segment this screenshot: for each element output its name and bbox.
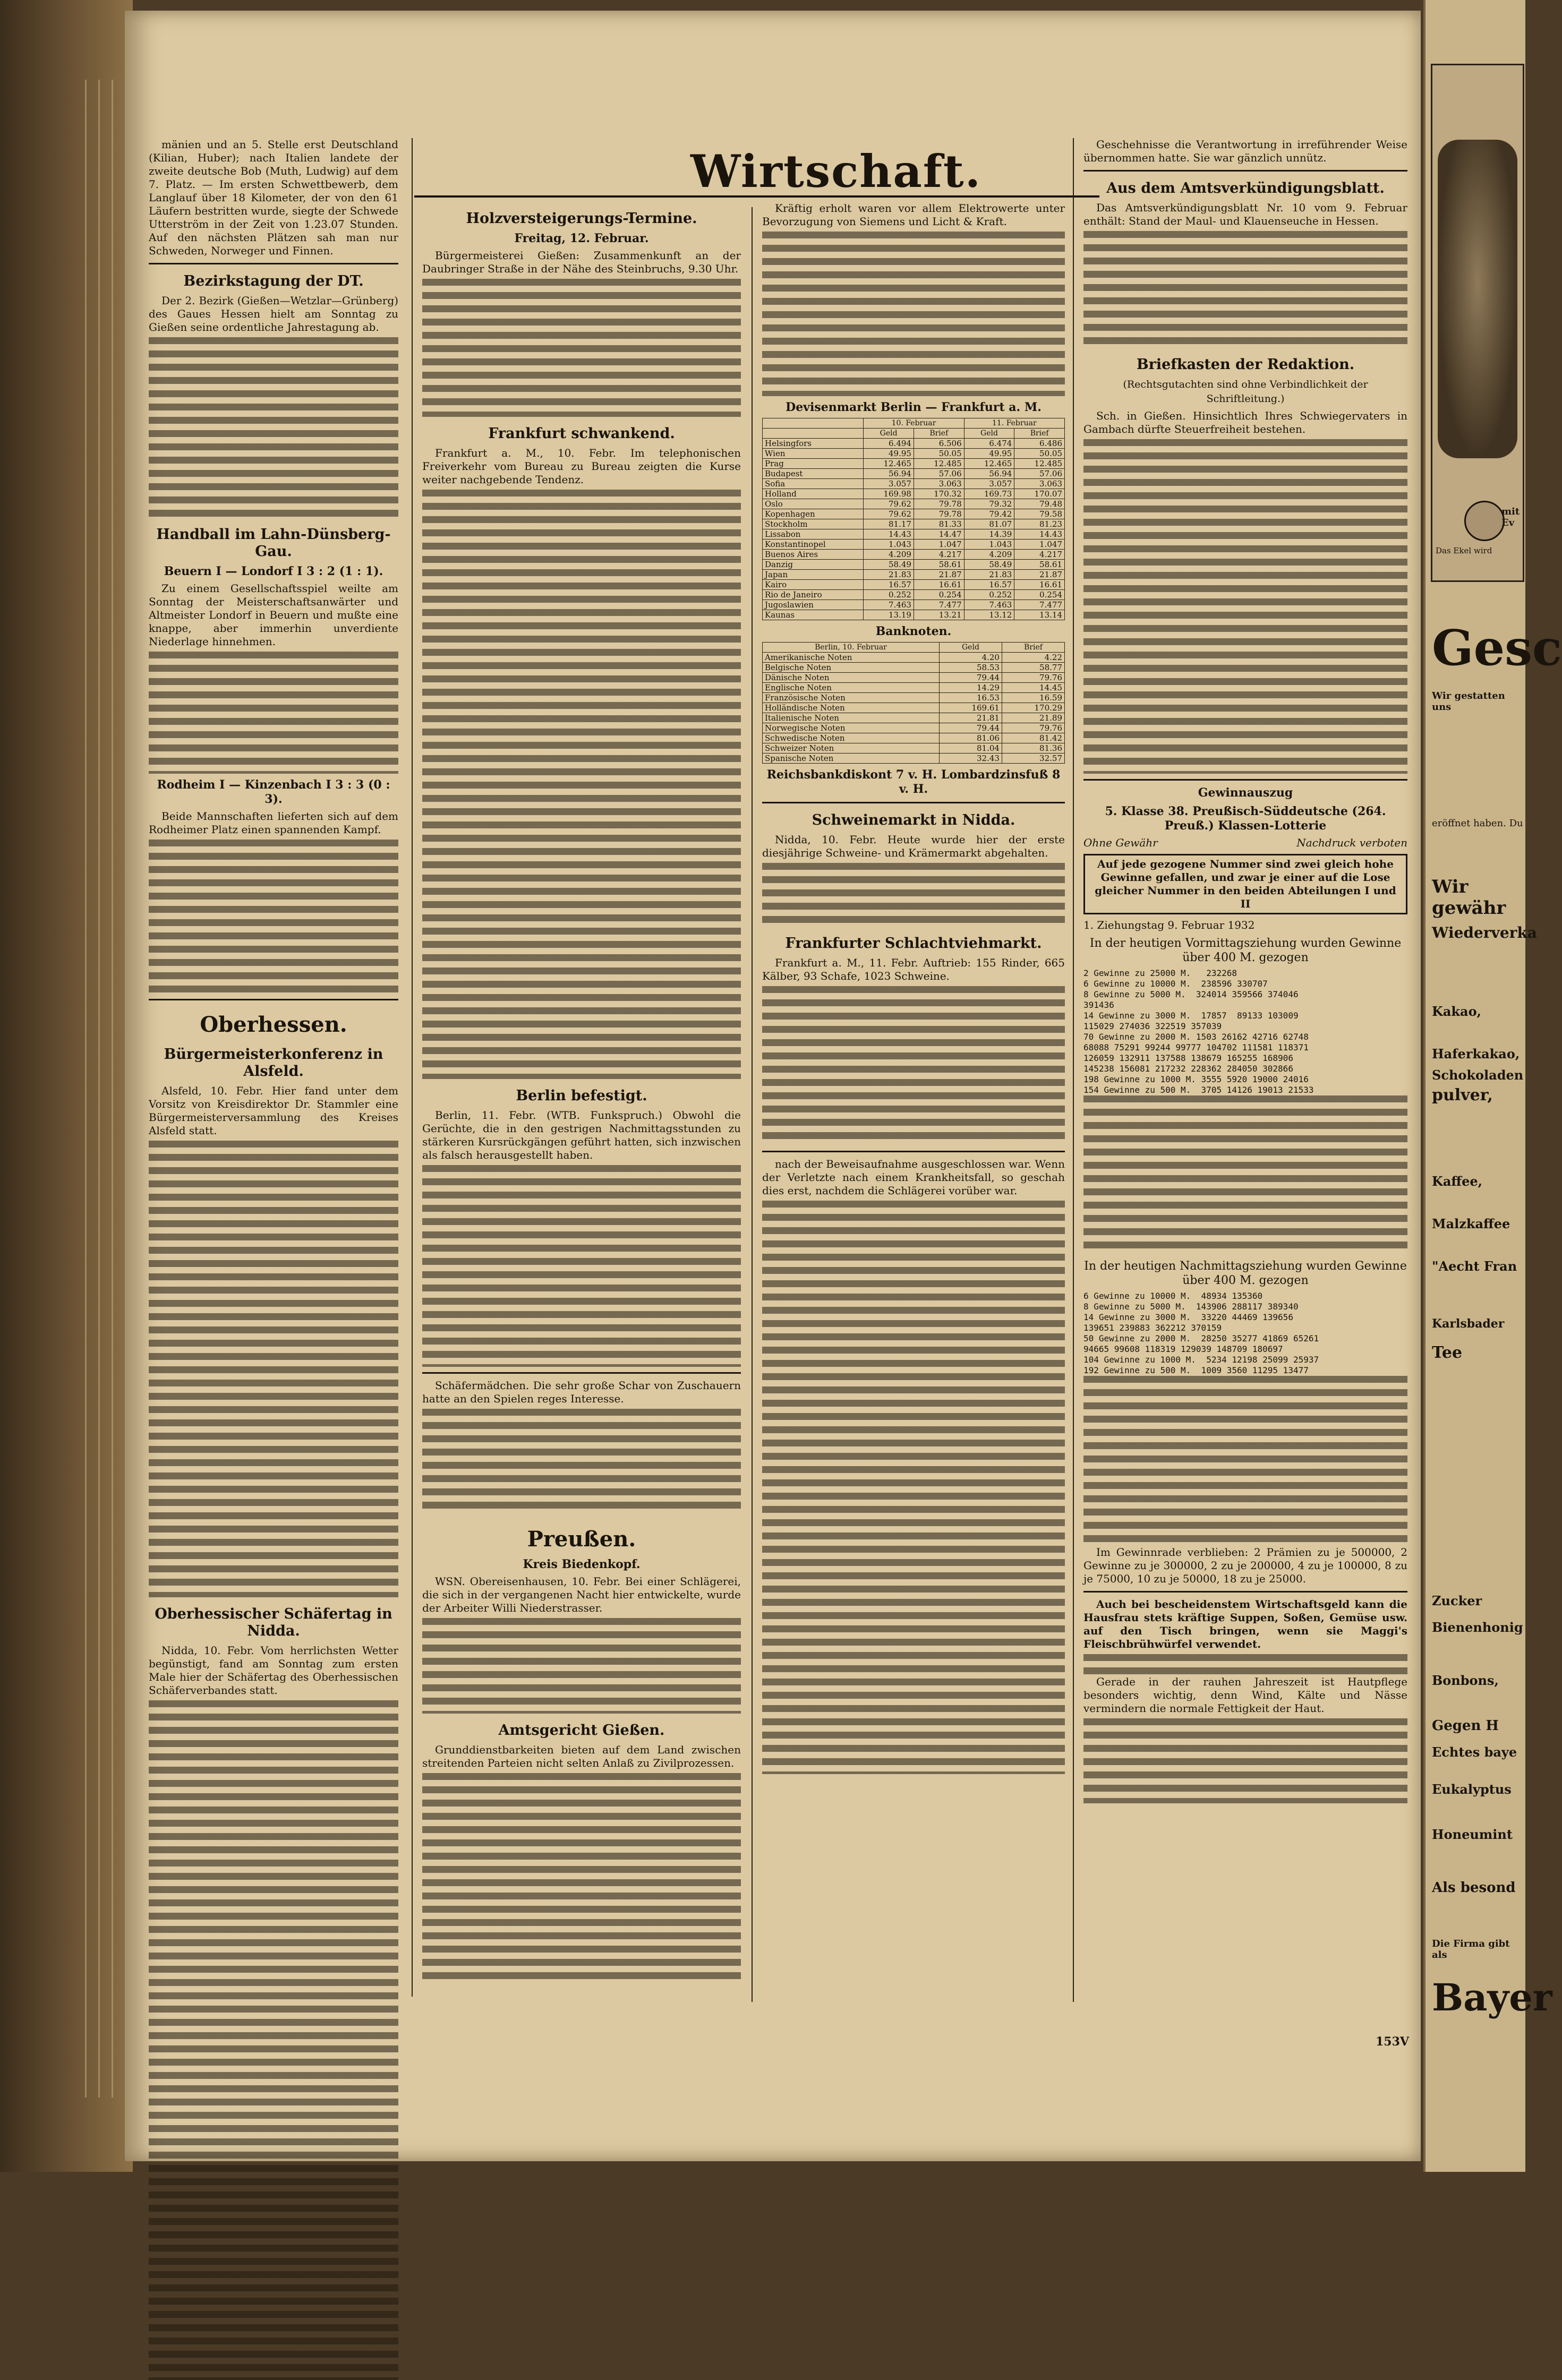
page-edge <box>112 80 113 2098</box>
headline: Bezirkstagung der DT. <box>183 273 364 289</box>
rate-value: 32.57 <box>1002 754 1064 764</box>
lottery-meta <box>1083 836 1407 850</box>
rate-value: 79.78 <box>914 509 964 519</box>
table-row <box>763 550 1065 560</box>
product-name: Kakao, <box>1432 1004 1481 1019</box>
table-row <box>763 509 1065 519</box>
rate-value: 57.06 <box>914 469 964 479</box>
headline: Frankfurt schwankend. <box>488 425 675 442</box>
table-header: Berlin, 10. Februar <box>763 643 940 653</box>
headline: Holzversteigerungs-Termine. <box>466 210 697 227</box>
currency-name: Japan <box>763 570 864 580</box>
currency-name: Amerikanische Noten <box>763 653 940 663</box>
devisen-rows <box>763 439 1065 620</box>
rate-value: 81.04 <box>939 743 1002 754</box>
product-name: Gegen H <box>1432 1718 1499 1734</box>
article-text: Bürgermeisterei Gießen: Zusammenkunft an der Daubringer Straße in der Nähe des Steinbruchs, 9.30 Uhr. <box>422 249 741 275</box>
table-row <box>763 723 1065 733</box>
advert-text: Auch bei bescheidenstem Wirtschaftsgeld kann die Hausfrau stets kräftige Suppen, Soßen, Gemüse usw. auf den Tisch bringen, wenn sie Maggi's Fleischbrühwürfel verwendet. <box>1083 1598 1407 1650</box>
article-text: Alsfeld, 10. Febr. Hier fand unter dem Vorsitz von Kreisdirektor Dr. Stammler eine Bürgermeisterversammlung des Kreises Alsfeld statt. <box>149 1084 398 1137</box>
article-text: Schäfermädchen. Die sehr große Schar von Zuschauern hatte an den Spielen reges Interesse. <box>422 1379 741 1405</box>
devisen-table <box>762 418 1065 620</box>
currency-name: Spanische Noten <box>763 754 940 764</box>
rate-value: 13.19 <box>864 610 914 620</box>
article-body <box>1083 231 1407 348</box>
rate-value: 170.07 <box>1014 489 1065 499</box>
rate-value: 79.32 <box>964 499 1014 509</box>
article-text: Beide Mannschaften lieferten sich auf dem Rodheimer Platz einen spannenden Kampf. <box>149 810 398 836</box>
currency-name: Stockholm <box>763 519 864 529</box>
rate-value: 6.486 <box>1014 439 1065 449</box>
rate-value: 170.29 <box>1002 703 1064 713</box>
rate-value: 6.506 <box>914 439 964 449</box>
rate-value: 12.465 <box>864 459 914 469</box>
rate-value: 21.89 <box>1002 713 1064 723</box>
rate-value: 79.76 <box>1002 723 1064 733</box>
center-column <box>762 202 1065 1774</box>
table-row <box>763 570 1065 580</box>
rate-value: 4.20 <box>939 653 1002 663</box>
rate-value: 49.95 <box>964 449 1014 459</box>
table-row <box>763 673 1065 683</box>
brand-logo: Bayer <box>1432 1975 1552 2019</box>
rate-value: 7.477 <box>914 600 964 610</box>
ad-text: mit Ev <box>1501 506 1520 528</box>
rate-value: 7.477 <box>1014 600 1065 610</box>
rate-value: 57.06 <box>1014 469 1065 479</box>
copyright: Nachdruck verboten <box>1296 836 1407 849</box>
rate-value: 79.44 <box>939 673 1002 683</box>
product-name: Malzkaffee <box>1432 1216 1510 1231</box>
divider <box>762 802 1065 803</box>
currency-name: Kopenhagen <box>763 509 864 519</box>
divider <box>149 263 398 264</box>
rate-value: 58.49 <box>864 560 914 570</box>
product-name: Haferkakao, <box>1432 1046 1520 1061</box>
rate-value: 49.95 <box>864 449 914 459</box>
rate-value: 14.45 <box>1002 683 1064 693</box>
page-number: 153V <box>1376 2035 1409 2049</box>
article-body <box>1083 1718 1407 1803</box>
advert-text: Gerade in der rauhen Jahreszeit ist Hautpflege besonders wichtig, denn Wind, Kälte und Nässe vermindern die normale Fettigkeit der Haut. <box>1083 1675 1407 1715</box>
table-row <box>763 663 1065 673</box>
subheadline: 5. Klasse 38. Preußisch-Süddeutsche (264. Preuß.) Klassen-Lotterie <box>1105 804 1386 833</box>
middle-column <box>422 202 741 1985</box>
table-header: 10. Februar <box>864 418 964 429</box>
divider <box>762 1151 1065 1152</box>
badge-icon <box>1464 501 1505 541</box>
article-text: Zu einem Gesellschaftsspiel weilte am Sonntag der Meisterschaftsanwärter und Altmeister Londorf in Beuern und mußte eine knappe, aber immerhin unverdiente Niederlage hinnehmen. <box>149 582 398 648</box>
rate-value: 14.39 <box>964 529 1014 540</box>
table-header: Brief <box>1002 643 1064 653</box>
ad-headline: Wiederverka <box>1432 924 1537 941</box>
rate-value: 3.057 <box>964 479 1014 489</box>
rate-value: 79.62 <box>864 499 914 509</box>
product-name: Honeumint <box>1432 1827 1513 1842</box>
table-row <box>763 449 1065 459</box>
product-name: Bienenhonig <box>1432 1620 1523 1635</box>
rate-value: 16.57 <box>864 580 914 590</box>
article-body <box>422 490 741 1079</box>
currency-name: Italienische Noten <box>763 713 940 723</box>
section-heading: Preußen. <box>527 1527 636 1552</box>
rate-value: 79.44 <box>939 723 1002 733</box>
headline: Oberhessischer Schäfertag in Nidda. <box>155 1606 392 1639</box>
table-row <box>763 489 1065 499</box>
rate-value: 56.94 <box>964 469 1014 479</box>
table-row <box>763 743 1065 754</box>
table-header <box>763 418 864 429</box>
currency-name: Englische Noten <box>763 683 940 693</box>
page-edge <box>85 80 87 2098</box>
article-text: Berlin, 11. Febr. (WTB. Funkspruch.) Obwohl die Gerüchte, die in den gestrigen Nachmittagsstunden zu stärkeren Kursrückgängen geführt hatten, sich inzwischen als falsch herausgestellt haben. <box>422 1109 741 1161</box>
ad-headline: Gesc <box>1432 619 1562 677</box>
rate-value: 21.87 <box>914 570 964 580</box>
rate-value: 79.48 <box>1014 499 1065 509</box>
rate-value: 3.057 <box>864 479 914 489</box>
table-row <box>763 529 1065 540</box>
rate-value: 13.14 <box>1014 610 1065 620</box>
rate-value: 21.83 <box>864 570 914 580</box>
rate-value: 21.81 <box>939 713 1002 723</box>
ad-headline: Als besond <box>1432 1880 1516 1896</box>
article-body <box>762 1201 1065 1774</box>
table-header <box>763 429 864 439</box>
product-name: "Aecht Fran <box>1432 1259 1517 1274</box>
article-body <box>762 232 1065 396</box>
rate-value: 1.043 <box>964 540 1014 550</box>
rate-value: 14.43 <box>1014 529 1065 540</box>
rate-value: 3.063 <box>914 479 964 489</box>
rate-value: 6.494 <box>864 439 914 449</box>
section-masthead: Wirtschaft. <box>690 145 981 198</box>
column-divider <box>752 207 753 2002</box>
currency-name: Kaunas <box>763 610 864 620</box>
product-name: Eukalyptus <box>1432 1782 1512 1797</box>
table-row <box>763 439 1065 449</box>
lottery-notice: Auf jede gezogene Nummer sind zwei gleich hohe Gewinne gefallen, und zwar je einer auf die Lose gleicher Nummer in den beiden Abteilungen I und II <box>1083 854 1407 914</box>
rate-value: 0.254 <box>1014 590 1065 600</box>
rate-value: 169.61 <box>939 703 1002 713</box>
article-body <box>422 1773 741 1985</box>
rate-value: 81.36 <box>1002 743 1064 754</box>
headline: Banknoten. <box>875 624 952 638</box>
table-row <box>763 580 1065 590</box>
rate-value: 16.59 <box>1002 693 1064 703</box>
article-text: Nidda, 10. Febr. Vom herrlichsten Wetter begünstigt, fand am Sonntag zum ersten Male hier der Schäfertag des Oberhessischen Schäferverbandes statt. <box>149 1644 398 1697</box>
rate-value: 6.474 <box>964 439 1014 449</box>
table-row <box>763 479 1065 489</box>
headline: Frankfurter Schlachtviehmarkt. <box>785 935 1042 952</box>
portrait-image <box>1438 140 1517 458</box>
table-row <box>763 600 1065 610</box>
rate-value: 0.252 <box>864 590 914 600</box>
rate-value: 13.12 <box>964 610 1014 620</box>
currency-name: Lissabon <box>763 529 864 540</box>
rate-value: 4.209 <box>964 550 1014 560</box>
headline: Bürgermeisterkonferenz in Alsfeld. <box>164 1046 383 1080</box>
product-name: Schokoladen <box>1432 1067 1524 1083</box>
page-edge <box>98 80 100 2098</box>
article-body <box>762 986 1065 1145</box>
rate-value: 4.217 <box>1014 550 1065 560</box>
rate-value: 32.43 <box>939 754 1002 764</box>
subheadline: In der heutigen Nachmittagsziehung wurden Gewinne über 400 M. gezogen <box>1084 1260 1407 1287</box>
subheadline: Kreis Biedenkopf. <box>523 1557 641 1571</box>
table-header: Geld <box>939 643 1002 653</box>
currency-name: Norwegische Noten <box>763 723 940 733</box>
table-row <box>763 693 1065 703</box>
article-text: Im Gewinnrade verblieben: 2 Prämien zu je 500000, 2 Gewinne zu je 300000, 2 zu je 200000, 4 zu je 100000, 8 zu je 75000, 10 zu je 50000, 18 zu je 25000. <box>1083 1546 1407 1585</box>
disclaimer: Ohne Gewähr <box>1083 836 1158 849</box>
currency-name: Holländische Noten <box>763 703 940 713</box>
article-body <box>149 1700 398 2380</box>
rate-value: 12.465 <box>964 459 1014 469</box>
rate-value: 81.07 <box>964 519 1014 529</box>
rate-value: 21.87 <box>1014 570 1065 580</box>
rate-value: 14.47 <box>914 529 964 540</box>
article-text: mänien und an 5. Stelle erst Deutschland (Kilian, Huber); nach Italien landete der zweite deutsche Bob (Muth, Ludwig) auf dem 7. Platz. — Im ersten Schwettbewerb, dem Langlauf über 18 Kilometer, der von den 61 Läufern bestritten wurde, siegte der Schwede Utterström in der Zeit von 1.23.07 Stunden. Auf den nächsten Plätzen sah man nur Schweden, Norweger und Finnen. <box>149 138 398 257</box>
ad-text: Wir gestatten uns <box>1432 690 1505 713</box>
ad-text: Die Firma gibt als <box>1432 1938 1510 1960</box>
rate-value: 58.53 <box>939 663 1002 673</box>
rate-value: 16.61 <box>914 580 964 590</box>
rate-value: 14.29 <box>939 683 1002 693</box>
headline: Amtsgericht Gießen. <box>498 1722 665 1739</box>
currency-name: Helsingfors <box>763 439 864 449</box>
currency-name: Rio de Janeiro <box>763 590 864 600</box>
table-row <box>763 733 1065 743</box>
table-header: Geld <box>864 429 914 439</box>
article-body <box>422 1165 741 1367</box>
rate-value: 58.77 <box>1002 663 1064 673</box>
lottery-numbers-more <box>1083 1376 1407 1546</box>
table-row <box>763 610 1065 620</box>
masthead-rule <box>414 195 1099 198</box>
rate-value: 7.463 <box>864 600 914 610</box>
rate-value: 81.06 <box>939 733 1002 743</box>
rate-value: 79.58 <box>1014 509 1065 519</box>
right-column <box>1083 138 1407 1803</box>
rate-value: 16.53 <box>939 693 1002 703</box>
table-row <box>763 653 1065 663</box>
match-result: Rodheim I — Kinzenbach I 3 : 3 (0 : 3). <box>157 778 390 806</box>
table-row <box>763 540 1065 550</box>
headline: Briefkasten der Redaktion. <box>1136 356 1355 373</box>
subheadline: In der heutigen Vormittagsziehung wurden Gewinne über 400 M. gezogen <box>1089 937 1402 964</box>
divider <box>1083 170 1407 172</box>
currency-name: Budapest <box>763 469 864 479</box>
left-column <box>149 138 398 2380</box>
article-text: Kräftig erholt waren vor allem Elektrowerte unter Bevorzugung von Siemens und Licht & Kraft. <box>762 202 1065 228</box>
article-text: Sch. in Gießen. Hinsichtlich Ihres Schwiegervaters in Gambach dürfte Steuerfreiheit bestehen. <box>1083 409 1407 435</box>
article-text: Geschehnisse die Verantwortung in irreführender Weise übernommen hatte. Sie war gänzlich unnütz. <box>1083 138 1407 164</box>
rate-value: 4.22 <box>1002 653 1064 663</box>
rate-value: 81.33 <box>914 519 964 529</box>
book-binding <box>0 0 133 2172</box>
rate-value: 14.43 <box>864 529 914 540</box>
rate-value: 1.047 <box>914 540 964 550</box>
rate-value: 81.42 <box>1002 733 1064 743</box>
rate-value: 21.83 <box>964 570 1014 580</box>
currency-name: Dänische Noten <box>763 673 940 683</box>
table-row <box>763 703 1065 713</box>
column-divider <box>1073 138 1074 2002</box>
article-body <box>1083 439 1407 774</box>
headline: Schweinemarkt in Nidda. <box>812 812 1015 828</box>
rate-value: 12.485 <box>1014 459 1065 469</box>
rate-value: 3.063 <box>1014 479 1065 489</box>
article-text: Der 2. Bezirk (Gießen—Wetzlar—Grünberg) des Gaues Hessen hielt am Sonntag zu Gießen seine ordentliche Jahrestagung ab. <box>149 294 398 333</box>
ad-text: Das Ekel wird <box>1436 546 1492 555</box>
table-header: Brief <box>1014 429 1065 439</box>
table-row <box>763 683 1065 693</box>
rate-value: 4.209 <box>864 550 914 560</box>
rate-value: 7.463 <box>964 600 1014 610</box>
article-body <box>149 652 398 774</box>
banknoten-rows <box>763 653 1065 764</box>
rate-value: 50.05 <box>914 449 964 459</box>
table-row <box>763 459 1065 469</box>
currency-name: Buenos Aires <box>763 550 864 560</box>
currency-name: Konstantinopel <box>763 540 864 550</box>
ad-headline: Wir gewähr <box>1432 876 1506 919</box>
currency-name: Jugoslawien <box>763 600 864 610</box>
lottery-numbers-more <box>1083 1095 1407 1255</box>
currency-name: Holland <box>763 489 864 499</box>
subheadline: Freitag, 12. Februar. <box>514 232 649 245</box>
article-body <box>422 279 741 417</box>
rate-value: 4.217 <box>914 550 964 560</box>
table-row <box>763 713 1065 723</box>
rate-value: 79.76 <box>1002 673 1064 683</box>
rate-value: 79.42 <box>964 509 1014 519</box>
table-header: 11. Februar <box>964 418 1064 429</box>
article-text: Grunddienstbarkeiten bieten auf dem Land zwischen streitenden Parteien nicht selten Anlaß zu Zivilprozessen. <box>422 1743 741 1769</box>
table-row <box>763 519 1065 529</box>
divider <box>422 1372 741 1374</box>
article-body <box>422 1618 741 1714</box>
rate-value: 79.78 <box>914 499 964 509</box>
rate-value: 1.047 <box>1014 540 1065 550</box>
adjacent-page <box>1423 0 1562 2172</box>
headline: Berlin befestigt. <box>516 1088 647 1104</box>
product-name: Echtes baye <box>1432 1744 1517 1760</box>
product-name: Karlsbader <box>1432 1317 1505 1331</box>
article-body <box>149 337 398 518</box>
article-text: Frankfurt a. M., 10. Febr. Im telephonischen Freiverkehr vom Bureau zu Bureau zeigten die Kurse weiter nachgebende Tendenz. <box>422 447 741 486</box>
product-name: pulver, <box>1432 1086 1493 1105</box>
rate-value: 50.05 <box>1014 449 1065 459</box>
currency-name: Sofia <box>763 479 864 489</box>
rate-value: 16.57 <box>964 580 1014 590</box>
rate-value: 12.485 <box>914 459 964 469</box>
subheadline: (Rechtsgutachten sind ohne Verbindlichkeit der Schriftleitung.) <box>1123 379 1368 405</box>
rate-value: 13.21 <box>914 610 964 620</box>
headline: Handball im Lahn-Dünsberg-Gau. <box>156 526 391 560</box>
rate-value: 16.61 <box>1014 580 1065 590</box>
match-result: Beuern I — Londorf I 3 : 2 (1 : 1). <box>164 564 383 578</box>
table-header: Brief <box>914 429 964 439</box>
banknoten-table <box>762 642 1065 764</box>
divider <box>1083 1591 1407 1593</box>
rate-value: 58.49 <box>964 560 1014 570</box>
table-row <box>763 754 1065 764</box>
table-row <box>763 590 1065 600</box>
article-text: Nidda, 10. Febr. Heute wurde hier der erste diesjährige Schweine- und Krämermarkt abgehalten. <box>762 833 1065 859</box>
rate-value: 79.62 <box>864 509 914 519</box>
rate-value: 81.17 <box>864 519 914 529</box>
divider <box>149 999 398 1000</box>
currency-name: Schweizer Noten <box>763 743 940 754</box>
rate-value: 1.043 <box>864 540 914 550</box>
currency-name: Danzig <box>763 560 864 570</box>
table-row <box>763 469 1065 479</box>
table-row <box>763 499 1065 509</box>
headline: Aus dem Amtsverkündigungsblatt. <box>1106 180 1385 196</box>
section-heading: Oberhessen. <box>200 1012 347 1037</box>
article-text: nach der Beweisaufnahme ausgeschlossen war. Wenn der Verletzte nach einem Krankheitsfall, so geschah dies erst, nachdem die Schlägerei vorüber war. <box>762 1158 1065 1197</box>
rate-value: 58.61 <box>1014 560 1065 570</box>
rate-value: 169.73 <box>964 489 1014 499</box>
article-text: WSN. Obereisenhausen, 10. Febr. Bei einer Schlägerei, die sich in der vergangenen Nacht hier entwickelte, wurde der Arbeiter Willi Niederstrasser. <box>422 1575 741 1614</box>
table-header: Geld <box>964 429 1014 439</box>
currency-name: Schwedische Noten <box>763 733 940 743</box>
product-name: Kaffee, <box>1432 1174 1483 1189</box>
currency-name: Oslo <box>763 499 864 509</box>
headline: Gewinnauszug <box>1198 786 1293 800</box>
currency-name: Prag <box>763 459 864 469</box>
article-body <box>422 1409 741 1515</box>
footnote: Reichsbankdiskont 7 v. H. Lombardzinsfuß 8 v. H. <box>766 768 1061 796</box>
lottery-numbers: 2 Gewinne zu 25000 M. 232268 6 Gewinne zu 10000 M. 238596 330707 8 Gewinne zu 5000 M. 324014 359566 374046 391436 14 Gewinne zu 3000 M. 17857 89133 103009 115029 274036 322519 357039 70 Gewinne zu 2000 M. 1503 26162 42716 62748 68088 75291 99244 99777 104702 111581 118371 126059 132911 137588 138679 165255 168906 145238 156081 217232 228362 284050 302866 198 Gewinne zu 1000 M. 3555 5920 19000 24016 154 Gewinne zu 500 M. 3705 14126 19013 21533 <box>1083 968 1314 1095</box>
rate-value: 81.23 <box>1014 519 1065 529</box>
draw-date: 1. Ziehungstag 9. Februar 1932 <box>1083 919 1255 931</box>
article-body <box>762 863 1065 927</box>
rate-value: 169.98 <box>864 489 914 499</box>
divider <box>1083 779 1407 781</box>
headline: Devisenmarkt Berlin — Frankfurt a. M. <box>786 400 1042 414</box>
lottery-numbers: 6 Gewinne zu 10000 M. 48934 135360 8 Gewinne zu 5000 M. 143906 288117 389340 14 Gewinne zu 3000 M. 33220 44469 139656 139651 239883 362212 370159 50 Gewinne zu 2000 M. 28250 35277 41869 65261 94665 99608 118319 129039 148709 180697 104 Gewinne zu 1000 M. 5234 12198 25099 25937 192 Gewinne zu 500 M. 1009 3560 11295 13477 <box>1083 1291 1319 1375</box>
rate-value: 170.32 <box>914 489 964 499</box>
rate-value: 56.94 <box>864 469 914 479</box>
article-body <box>149 840 398 994</box>
portrait-advert <box>1431 64 1524 582</box>
column-divider <box>412 138 413 1997</box>
currency-name: Wien <box>763 449 864 459</box>
article-body <box>1083 1654 1407 1675</box>
product-name: Zucker <box>1432 1593 1482 1608</box>
currency-name: Kairo <box>763 580 864 590</box>
rate-value: 58.61 <box>914 560 964 570</box>
currency-name: Französische Noten <box>763 693 940 703</box>
product-name: Bonbons, <box>1432 1673 1499 1688</box>
rate-value: 0.254 <box>914 590 964 600</box>
ad-text: eröffnet haben. Du <box>1432 818 1523 829</box>
article-text: Das Amtsverkündigungsblatt Nr. 10 vom 9. Februar enthält: Stand der Maul- und Klauenseuche in Hessen. <box>1083 201 1407 227</box>
rate-value: 0.252 <box>964 590 1014 600</box>
product-name: Tee <box>1432 1343 1463 1362</box>
table-row <box>763 560 1065 570</box>
article-body <box>149 1141 398 1597</box>
currency-name: Belgische Noten <box>763 663 940 673</box>
article-text: Frankfurt a. M., 11. Febr. Auftrieb: 155 Rinder, 665 Kälber, 93 Schafe, 1023 Schweine. <box>762 956 1065 982</box>
